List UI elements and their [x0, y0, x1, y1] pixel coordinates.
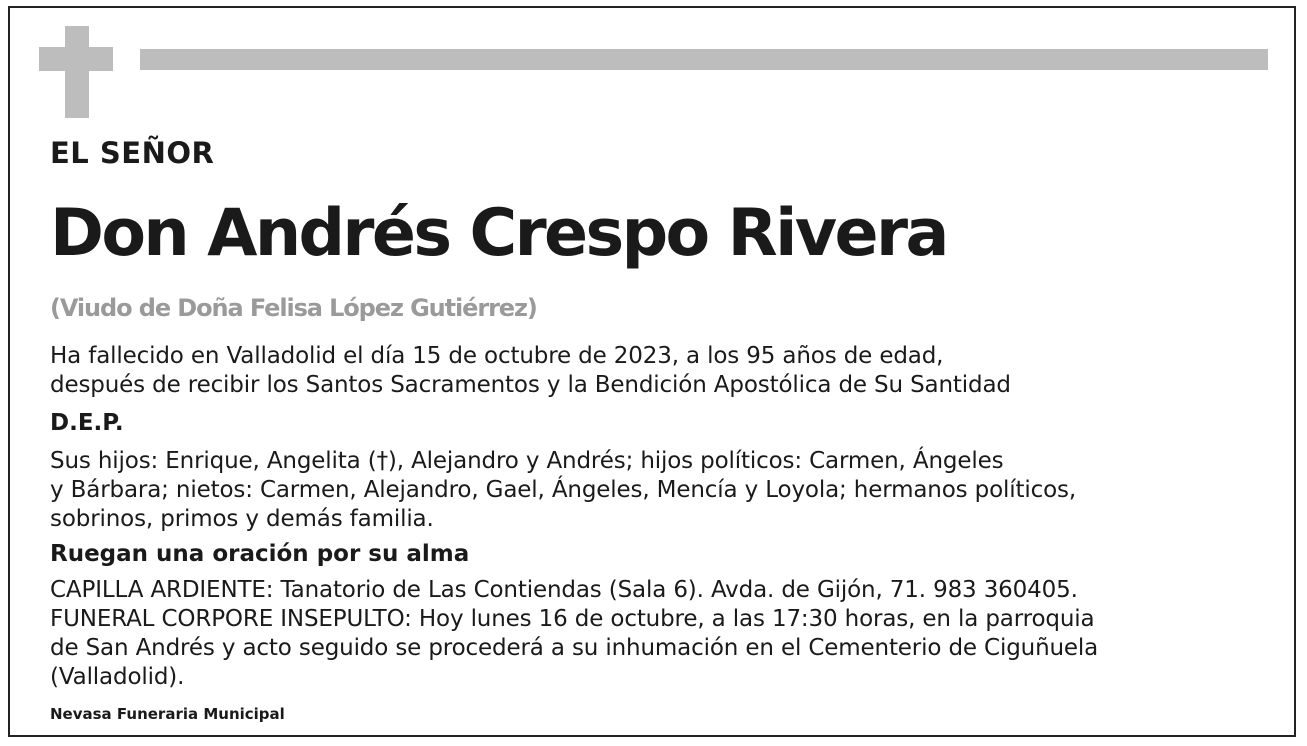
cross-horizontal-bar [39, 47, 113, 71]
cross-vertical-bar [65, 26, 89, 118]
header-rule [140, 49, 1268, 70]
deceased-name: Don Andrés Crespo Rivera [50, 196, 947, 271]
death-line-1: Ha fallecido en Valladolid el día 15 de octubre de 2023, a los 95 años de edad, [50, 343, 944, 369]
family-line-2: y Bárbara; nietos: Carmen, Alejandro, Gael, Ángeles, Mencía y Loyola; hermanos políticos, [50, 477, 1077, 503]
service-line-4: (Valladolid). [50, 664, 185, 690]
dep-label: D.E.P. [50, 410, 124, 436]
honorific-title: EL SEÑOR [50, 136, 215, 170]
funeral-home-name: Nevasa Funeraria Municipal [50, 705, 285, 723]
service-line-3: de San Andrés y acto seguido se procederá a su inhumación en el Cementerio de Ciguñuela [50, 635, 1099, 661]
family-line-3: sobrinos, primos y demás familia. [50, 506, 434, 532]
spouse-note: (Viudo de Doña Felisa López Gutiérrez) [50, 294, 537, 322]
death-line-2: después de recibir los Santos Sacramentos y la Bendición Apostólica de Su Santidad [50, 372, 1011, 398]
service-line-2: FUNERAL CORPORE INSEPULTO: Hoy lunes 16 de octubre, a las 17:30 horas, en la parroquia [50, 606, 1095, 632]
service-line-1: CAPILLA ARDIENTE: Tanatorio de Las Contiendas (Sala 6). Avda. de Gijón, 71. 983 360405. [50, 577, 1078, 603]
prayer-request: Ruegan una oración por su alma [50, 541, 470, 567]
family-line-1: Sus hijos: Enrique, Angelita (†), Alejandro y Andrés; hijos políticos: Carmen, Ángeles [50, 448, 1004, 474]
